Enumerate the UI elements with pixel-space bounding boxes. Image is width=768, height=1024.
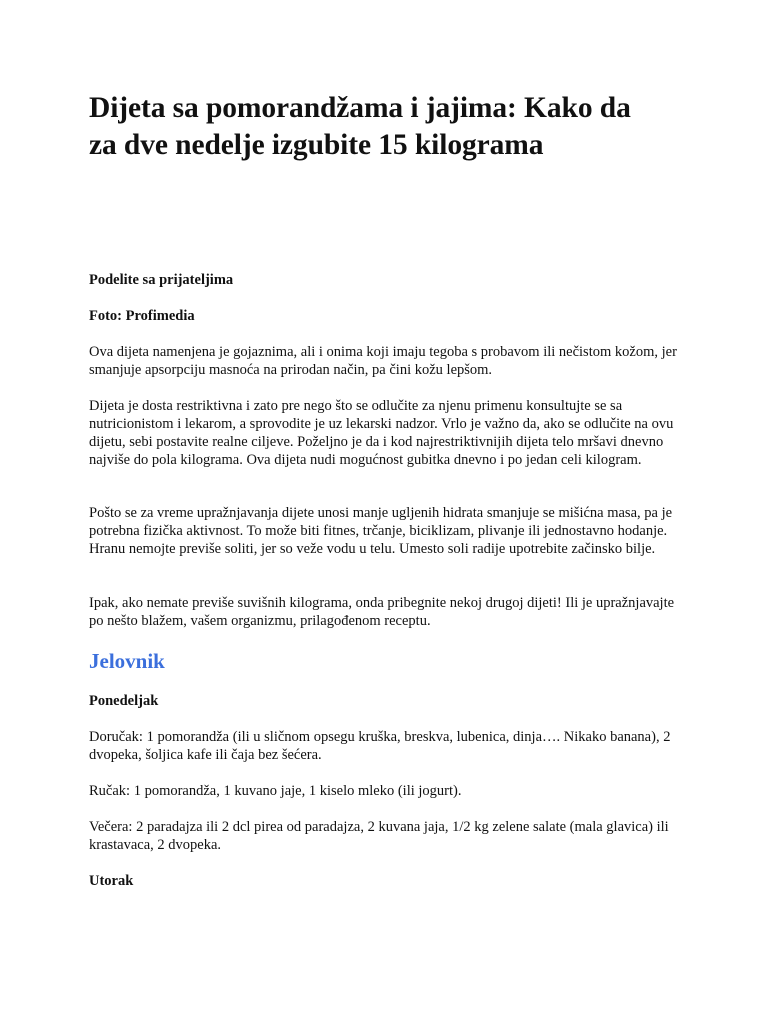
meal-dinner: Večera: 2 paradajza ili 2 dcl pirea od paradajza, 2 kuvana jaja, 1/2 kg zelene salate (mala glavica) ili krastavaca, 2 dvopeka. (89, 819, 669, 853)
article-title (89, 90, 689, 164)
paragraph-4: Ipak, ako nemate previše suvišnih kilograma, onda pribegnite nekoj drugoj dijeti! Ili je upražnjavajte po nešto blažem, vašem organizmu, prilagođenom receptu. (89, 595, 675, 629)
document-page (89, 90, 689, 889)
paragraph-1: Ova dijeta namenjena je gojaznima, ali i onima koji imaju tegoba s probavom ili nečistom kožom, jer smanjuje apsorpciju masnoća na prirodan način, pa čini kožu lepšom. (89, 344, 677, 378)
share-label: Podelite sa prijateljima (89, 272, 234, 288)
article-title-line-2: za dve nedelje izgubite 15 kilograma (89, 129, 544, 161)
paragraph-3: Pošto se za vreme upražnjavanja dijete unosi manje ugljenih hidrata smanjuje se mišićna masa, pa je potrebna fizička aktivnost. To može biti fitnes, trčanje, biciklizam, plivanje ili jednostavno hodanje. Hranu nemojte previše soliti, jer so veže vodu u telu. Umesto soli radije upotrebite začinsko bilje. (89, 505, 673, 557)
meal-breakfast: Doručak: 1 pomorandža (ili u sličnom opsegu kruška, breskva, lubenica, dinja…. Nikako banana), 2 dvopeka, šoljica kafe ili čaja bez šećera. (89, 729, 671, 763)
article-title-line-1: Dijeta sa pomorandžama i jajima: Kako da (89, 92, 631, 124)
day-heading-tuesday: Utorak (89, 873, 134, 889)
menu-heading: Jelovnik (89, 649, 165, 673)
day-heading-monday: Ponedeljak (89, 693, 159, 709)
paragraph-2: Dijeta je dosta restriktivna i zato pre nego što se odlučite za njenu primenu konsultujte se sa nutricionistom i lekarom, a sprovodite je uz lekarski nadzor. Vrlo je važno da, ako se odlučite na ovu dijetu, sebi postavite realne ciljeve. Poželjno je da i kod najrestriktivnijih dijeta telo mršavi dnevno najviše do pola kilograma. Ova dijeta nudi mogućnost gubitka dnevno i po jedan celi kilogram. (89, 398, 674, 468)
photo-credit: Foto: Profimedia (89, 308, 195, 324)
meal-lunch: Ručak: 1 pomorandža, 1 kuvano jaje, 1 kiselo mleko (ili jogurt). (89, 783, 462, 799)
